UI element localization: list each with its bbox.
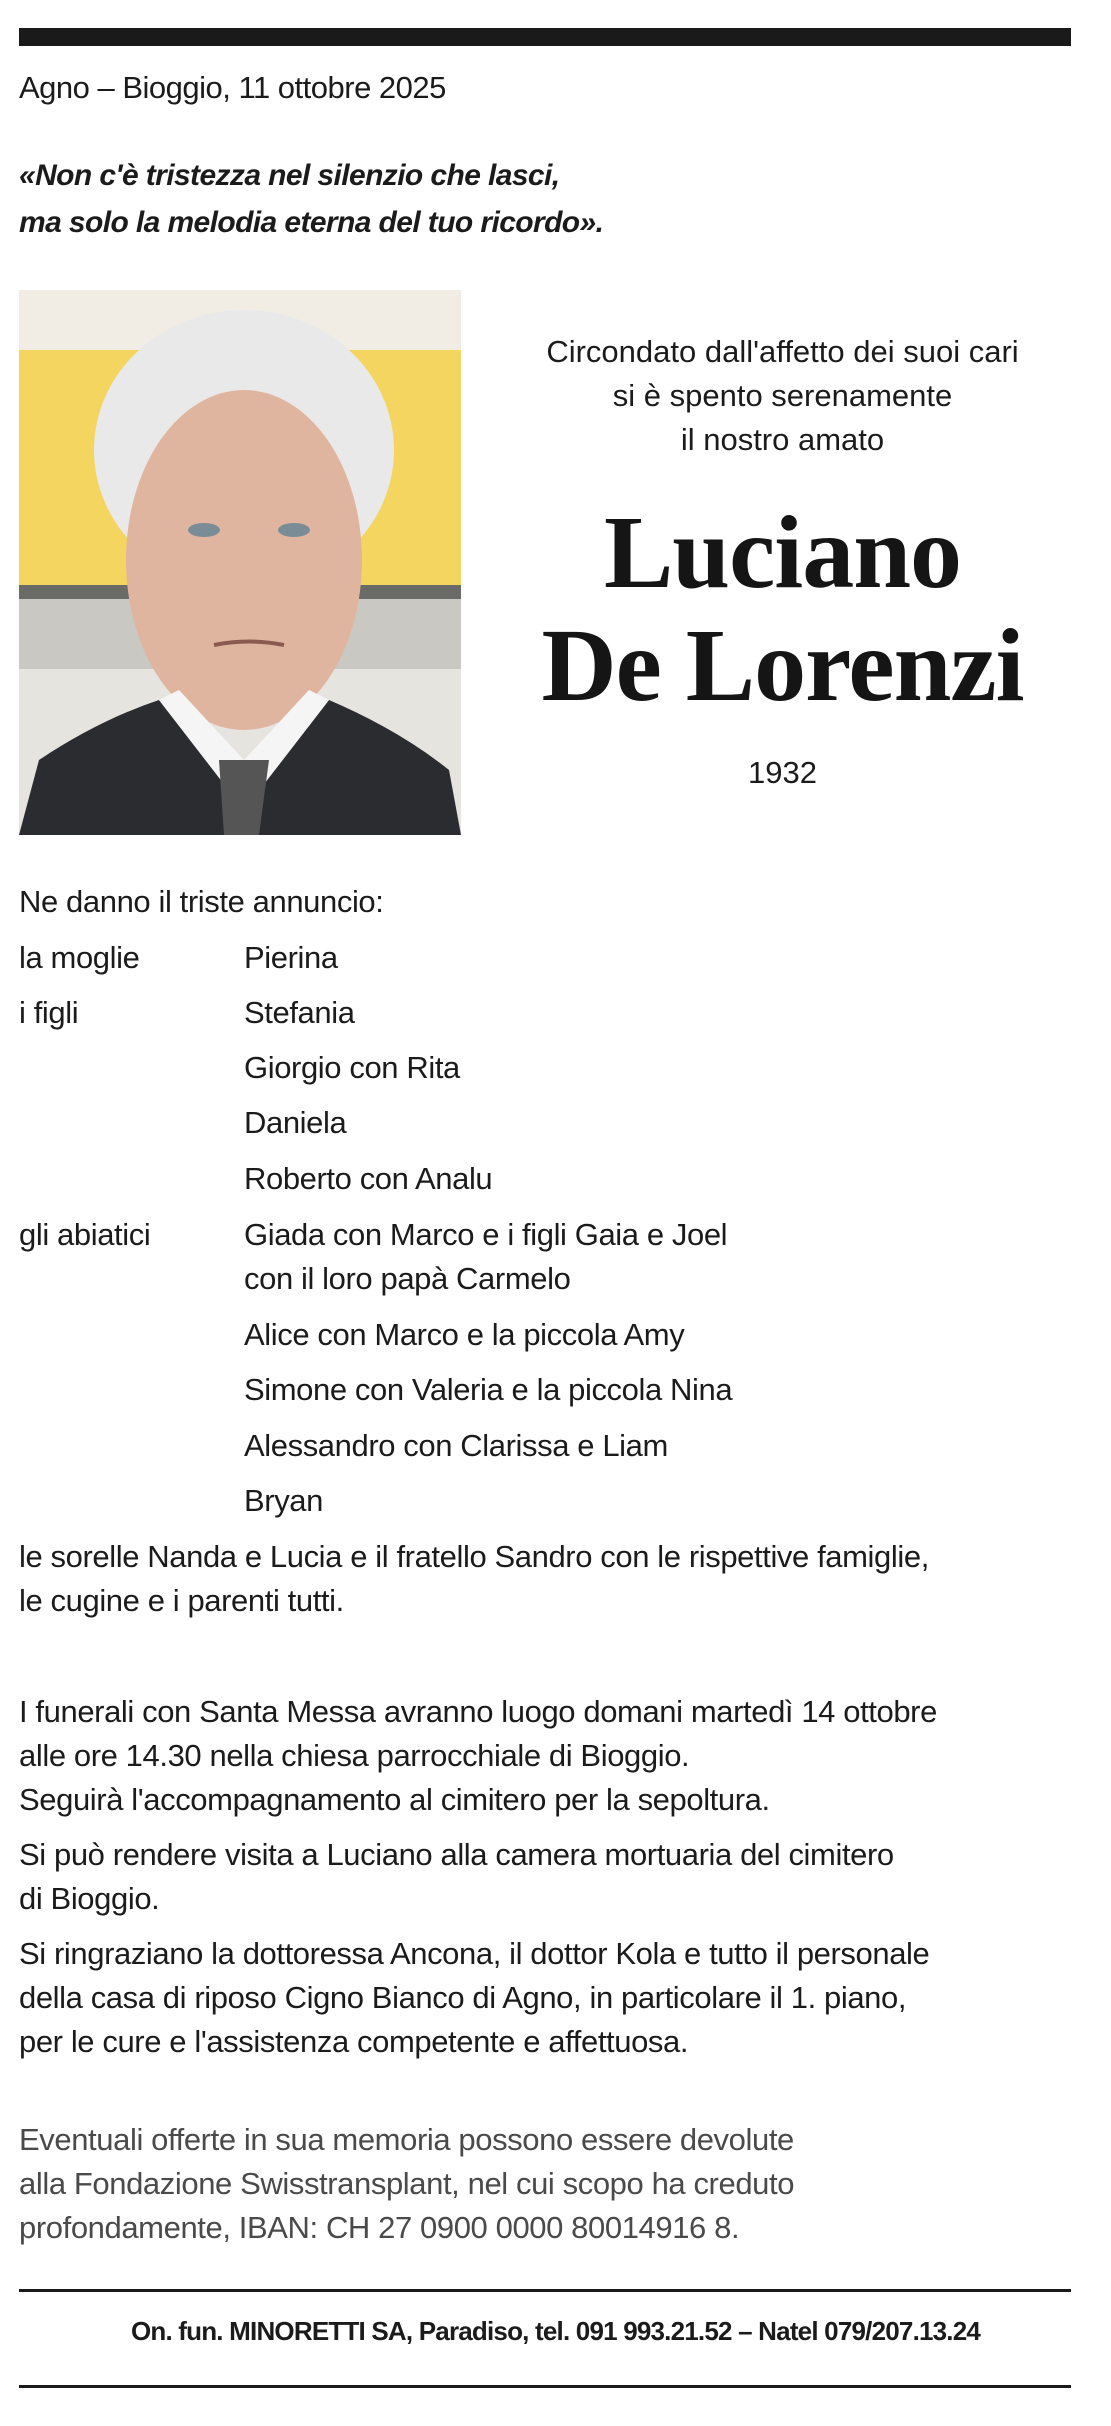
birth-year: 1932 [748, 755, 817, 790]
footer-top-rule [19, 2289, 1071, 2292]
intro-line: Circondato dall'affetto dei suoi cari [546, 334, 1019, 369]
deceased-last-name: De Lorenzi [541, 608, 1024, 723]
family-names: Roberto con Analu [244, 1161, 493, 1196]
portrait-photo [19, 290, 461, 835]
family-names: Bryan [244, 1483, 323, 1518]
intro-line: il nostro amato [680, 422, 885, 457]
announcement-heading: Ne danno il triste annuncio: [19, 884, 384, 919]
family-names: Giada con Marco e i figli Gaia e Joel [244, 1217, 728, 1252]
deceased-first-name: Luciano [603, 495, 962, 610]
family-names: Pierina [244, 940, 338, 975]
intro-text [490, 330, 1075, 462]
footer-bottom-rule [19, 2385, 1071, 2388]
text-line: Si ringraziano la dottoressa Ancona, il dottor Kola e tutto il personale [19, 1936, 930, 1971]
text-line: Eventuali offerte in sua memoria possono essere devolute [19, 2122, 794, 2157]
place-date: Agno – Bioggio, 11 ottobre 2025 [19, 70, 446, 105]
family-names: Giorgio con Rita [244, 1050, 460, 1085]
quote-line: ma solo la melodia eterna del tuo ricordo». [19, 206, 604, 239]
text-line: alle ore 14.30 nella chiesa parrocchiale di Bioggio. [19, 1738, 690, 1773]
text-line: Si può rendere visita a Luciano alla camera mortuaria del cimitero [19, 1837, 894, 1872]
family-names: Alice con Marco e la piccola Amy [244, 1317, 685, 1352]
funeral-info [19, 1690, 1089, 1822]
text-line: profondamente, IBAN: CH 27 0900 0000 80014916 8. [19, 2210, 740, 2245]
quote-line: «Non c'è tristezza nel silenzio che lasci, [19, 159, 560, 192]
family-names: Stefania [244, 995, 355, 1030]
text-line: le cugine e i parenti tutti. [19, 1583, 344, 1618]
text-line: alla Fondazione Swisstransplant, nel cui scopo ha creduto [19, 2166, 795, 2201]
text-line: di Bioggio. [19, 1881, 160, 1916]
relation-label: i figli [19, 995, 79, 1030]
family-names: Daniela [244, 1105, 347, 1140]
family-names: Alessandro con Clarissa e Liam [244, 1428, 668, 1463]
visitation-info [19, 1833, 1089, 1921]
text-line: per le cure e l'assistenza competente e affettuosa. [19, 2024, 689, 2059]
relation-label: la moglie [19, 940, 140, 975]
donations-info [19, 2118, 1089, 2250]
family-names: Simone con Valeria e la piccola Nina [244, 1372, 733, 1407]
epigraph-quote [19, 152, 603, 246]
funeral-home-credit: On. fun. MINORETTI SA, Paradiso, tel. 091 993.21.52 – Natel 079/207.13.24 [130, 2316, 981, 2346]
family-names: con il loro papà Carmelo [244, 1261, 571, 1296]
other-relatives [19, 1535, 1089, 1623]
text-line: le sorelle Nanda e Lucia e il fratello Sandro con le rispettive famiglie, [19, 1539, 929, 1574]
top-rule [19, 28, 1071, 46]
intro-line: si è spento serenamente [612, 378, 953, 413]
thanks-info [19, 1932, 1089, 2064]
text-line: Seguirà l'accompagnamento al cimitero per la sepoltura. [19, 1782, 770, 1817]
text-line: della casa di riposo Cigno Bianco di Agno, in particolare il 1. piano, [19, 1980, 907, 2015]
text-line: I funerali con Santa Messa avranno luogo domani martedì 14 ottobre [19, 1694, 937, 1729]
relation-label: gli abiatici [19, 1217, 151, 1252]
